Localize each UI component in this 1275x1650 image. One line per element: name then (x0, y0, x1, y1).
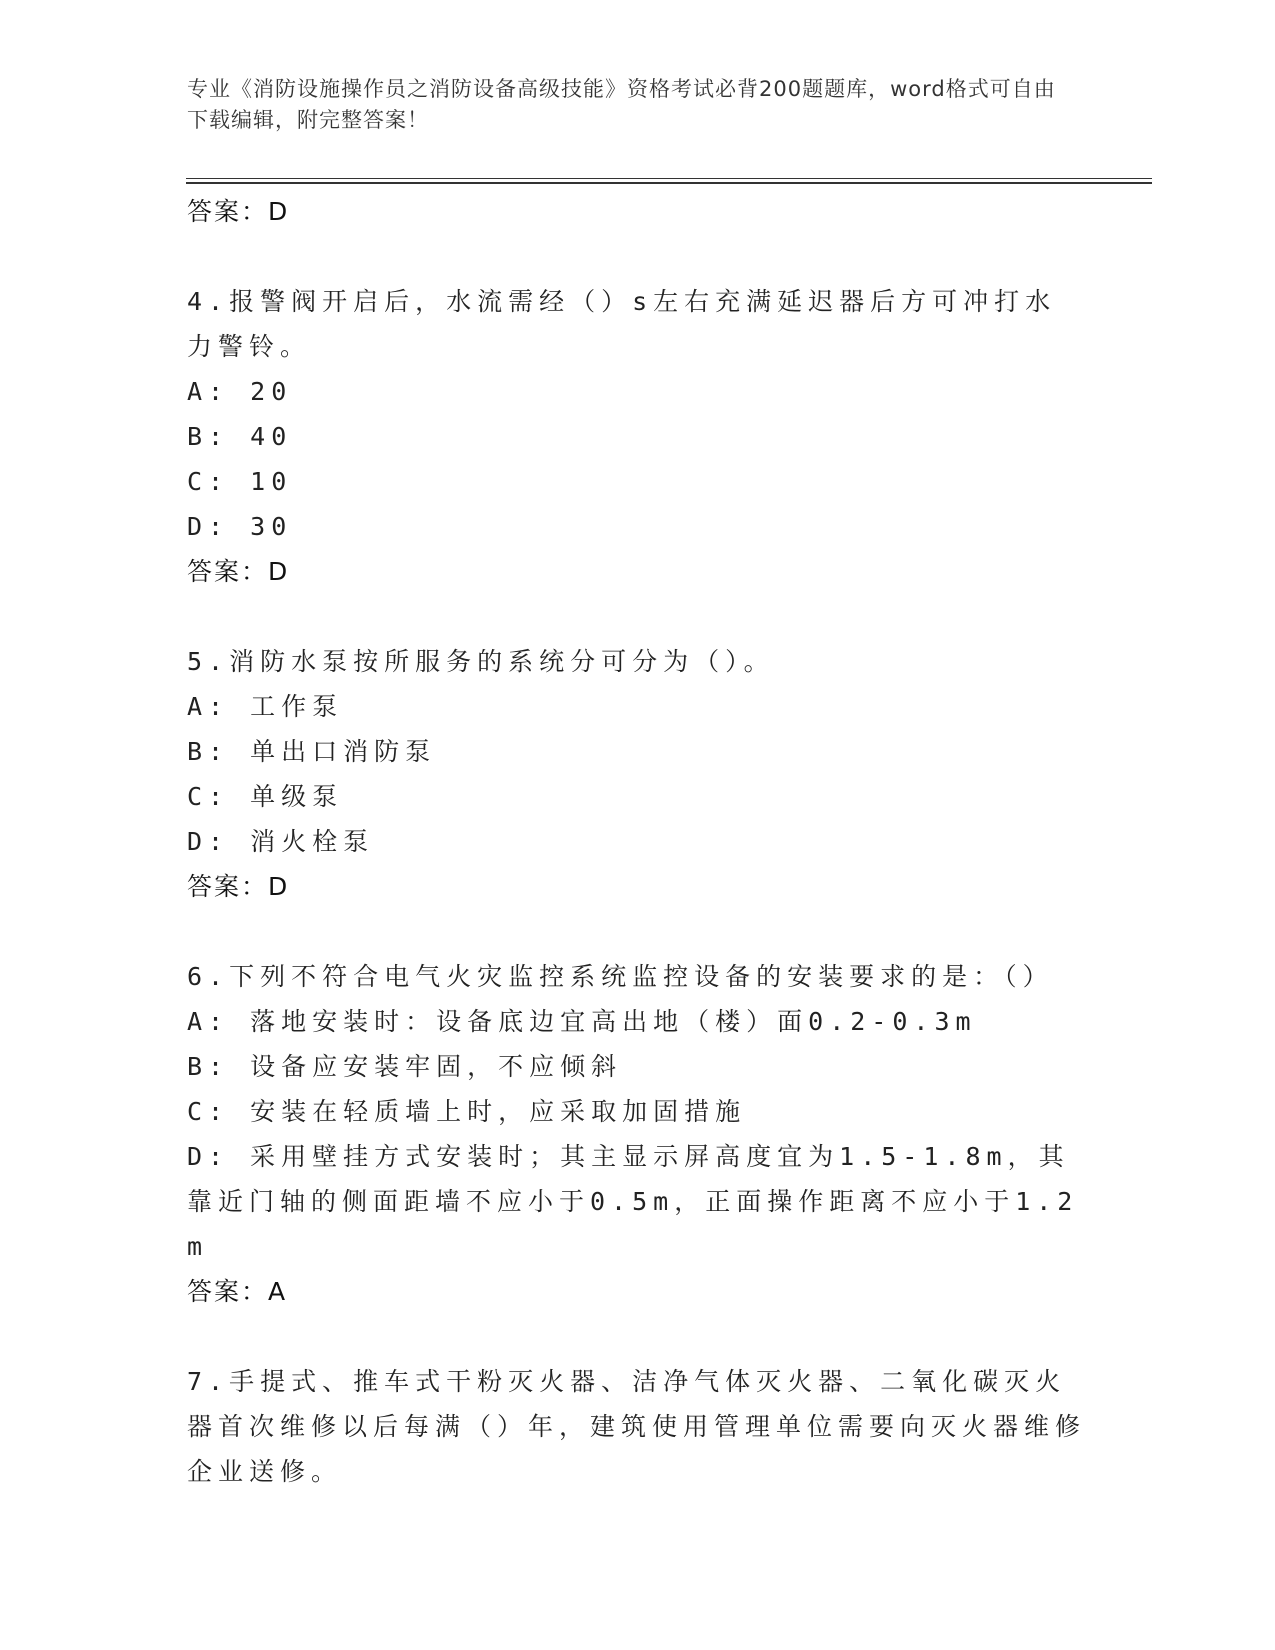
spacer (187, 594, 1087, 639)
question-block (187, 639, 1087, 909)
answer-line: 答案：D (187, 872, 290, 901)
option-d: D: 30 (187, 512, 293, 541)
option-b: B: 设备应安装牢固，不应倾斜 (187, 1052, 623, 1081)
option-a: A: 20 (187, 377, 293, 406)
option-b: B: 40 (187, 422, 293, 451)
question-block (187, 954, 1087, 1314)
option-a: A: 工作泵 (187, 692, 344, 721)
answer-line: 答案：A (187, 1277, 288, 1306)
question-list (187, 189, 1087, 1494)
question-block (187, 279, 1087, 594)
header-divider-thick (186, 182, 1152, 184)
spacer (187, 1314, 1087, 1359)
option-c: C: 10 (187, 467, 293, 496)
question-stem: 5.消防水泵按所服务的系统分可分为（）。 (187, 647, 775, 676)
spacer (187, 234, 1087, 279)
option-d: D: 采用壁挂方式安装时；其主显示屏高度宜为1.5-1.8m，其靠近门轴的侧面距墙不应小于0.5m，正面操作距离不应小于1.2m (187, 1142, 1079, 1261)
header-divider (186, 178, 1152, 179)
question-stem: 6.下列不符合电气火灾监控系统监控设备的安装要求的是：（） (187, 962, 1054, 991)
question-stem: 7.手提式、推车式干粉灭火器、洁净气体灭火器、二氧化碳灭火器首次维修以后每满（）年，建筑使用管理单位需要向灭火器维修企业送修。 (187, 1367, 1087, 1486)
answer-line: 答案：D (187, 557, 290, 586)
option-c: C: 安装在轻质墙上时，应采取加固措施 (187, 1097, 747, 1126)
option-b: B: 单出口消防泵 (187, 737, 437, 766)
option-a: A: 落地安装时：设备底边宜高出地（楼）面0.2-0.3m (187, 1007, 977, 1036)
question-block (187, 1359, 1087, 1494)
question-stem: 4.报警阀开启后，水流需经（）s左右充满延迟器后方可冲打水力警铃。 (187, 287, 1057, 361)
answer-line: 答案：D (187, 197, 290, 226)
option-c: C: 单级泵 (187, 782, 344, 811)
spacer (187, 909, 1087, 954)
document-header: 专业《消防设施操作员之消防设备高级技能》资格考试必背200题题库，word格式可自由下载编辑，附完整答案！ (187, 77, 1056, 132)
option-d: D: 消火栓泵 (187, 827, 375, 856)
